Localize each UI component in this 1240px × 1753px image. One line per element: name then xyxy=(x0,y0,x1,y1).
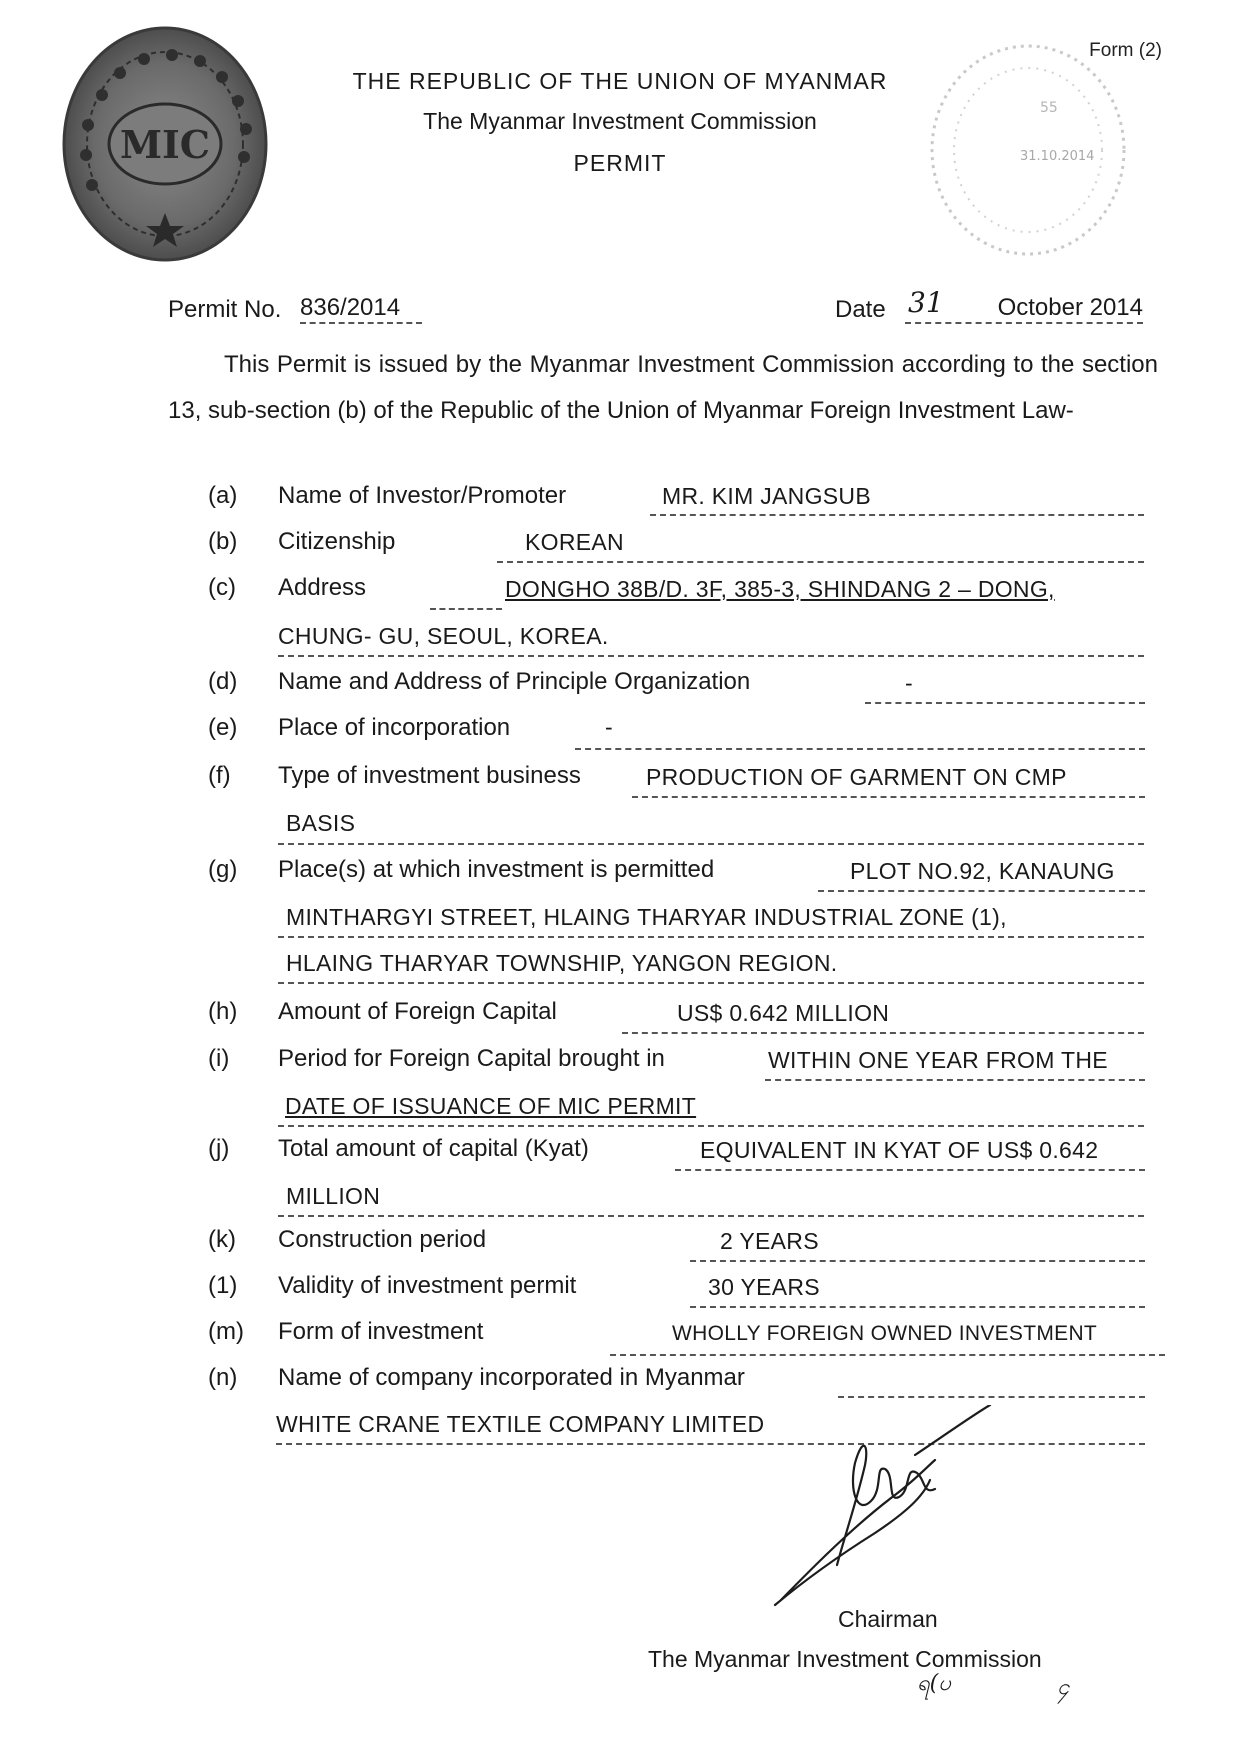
dash-line xyxy=(632,796,1145,798)
item-label-validity: Validity of investment permit xyxy=(278,1272,577,1299)
value-place-line3: HLAING THARYAR TOWNSHIP, YANGON REGION. xyxy=(286,950,838,976)
value-company-name: WHITE CRANE TEXTILE COMPANY LIMITED xyxy=(276,1411,765,1437)
value-business-type-line1: PRODUCTION OF GARMENT ON CMP xyxy=(646,764,1067,790)
item-label-investment-form: Form of investment xyxy=(278,1318,484,1345)
value-validity: 30 YEARS xyxy=(708,1274,820,1300)
date-label: Date xyxy=(835,296,886,323)
item-label-address: Address xyxy=(278,574,367,601)
item-key: (d) xyxy=(208,668,238,695)
value-capital-period-line2: DATE OF ISSUANCE OF MIC PERMIT xyxy=(285,1093,697,1119)
value-capital-period-line1: WITHIN ONE YEAR FROM THE xyxy=(768,1047,1108,1073)
handwritten-mark: ၄ xyxy=(1057,1675,1070,1700)
header-commission: The Myanmar Investment Commission xyxy=(423,108,817,134)
dash-line xyxy=(622,1032,1144,1034)
chairman-signature xyxy=(745,1405,1005,1625)
value-investor: MR. KIM JANGSUB xyxy=(662,483,871,509)
dash-line xyxy=(497,561,1144,563)
item-key: (j) xyxy=(208,1135,230,1162)
header-republic: THE REPUBLIC OF THE UNION OF MYANMAR xyxy=(352,68,888,94)
signatory-organization: The Myanmar Investment Commission xyxy=(648,1646,1042,1672)
stamp-number: 55 xyxy=(1040,100,1058,116)
item-label-investor: Name of Investor/Promoter xyxy=(278,482,567,509)
date-value: October 2014 xyxy=(905,294,1143,324)
dash-line xyxy=(818,890,1145,892)
dash-line xyxy=(765,1079,1145,1081)
signatory-title: Chairman xyxy=(838,1606,938,1632)
item-label-citizenship: Citizenship xyxy=(278,528,396,555)
item-key: (a) xyxy=(208,482,238,509)
value-total-capital-line2: MILLION xyxy=(286,1183,381,1209)
item-key: (e) xyxy=(208,714,238,741)
intro-paragraph: This Permit is issued by the Myanmar Investment Commission according to the section 13, sub-section (b) of the Republic of the Union of Myanmar Foreign Investment Law- xyxy=(168,351,1158,424)
item-label-company-name: Name of company incorporated in Myanmar xyxy=(278,1364,745,1391)
item-label-foreign-capital: Amount of Foreign Capital xyxy=(278,998,557,1025)
dash-line xyxy=(276,1443,1145,1445)
item-key: (m) xyxy=(208,1318,244,1345)
item-key: (i) xyxy=(208,1045,230,1072)
value-citizenship: KOREAN xyxy=(525,529,624,555)
item-key: (n) xyxy=(208,1364,238,1391)
value-total-capital-line1: EQUIVALENT IN KYAT OF US$ 0.642 xyxy=(700,1137,1099,1163)
value-place-line2: MINTHARGYI STREET, HLAING THARYAR INDUSTRIAL ZONE (1), xyxy=(286,904,1007,930)
value-business-type-line2: BASIS xyxy=(286,810,356,836)
dash-line xyxy=(278,982,1144,984)
item-label-total-capital: Total amount of capital (Kyat) xyxy=(278,1135,589,1162)
value-address-line1: DONGHO 38B/D. 3F, 385-3, SHINDANG 2 – DONG, xyxy=(505,576,1055,602)
value-construction: 2 YEARS xyxy=(720,1228,819,1254)
dash-line xyxy=(278,843,1144,845)
seal-text: MIC xyxy=(119,122,211,167)
item-key: (c) xyxy=(208,574,236,601)
item-label-incorporation: Place of incorporation xyxy=(278,714,511,741)
value-investment-form: WHOLLY FOREIGN OWNED INVESTMENT xyxy=(672,1322,1098,1345)
item-label-principle-org: Name and Address of Principle Organization xyxy=(278,668,751,695)
dash-line xyxy=(675,1169,1145,1171)
item-key: (k) xyxy=(208,1226,236,1253)
item-key: (f) xyxy=(208,762,231,789)
value-principle-org: - xyxy=(905,670,913,696)
dash-line xyxy=(430,608,502,610)
item-key: (g) xyxy=(208,856,238,883)
dash-line xyxy=(278,655,1144,657)
dash-line xyxy=(865,702,1145,704)
permit-no-label: Permit No. xyxy=(168,296,282,323)
value-foreign-capital: US$ 0.642 MILLION xyxy=(677,1000,890,1026)
dash-line xyxy=(278,936,1144,938)
permit-no-value: 836/2014 xyxy=(300,294,422,324)
dash-line xyxy=(838,1396,1145,1398)
mic-seal xyxy=(62,25,269,263)
value-place-line1: PLOT NO.92, KANAUNG xyxy=(850,858,1115,884)
item-label-place: Place(s) at which investment is permitted xyxy=(278,856,715,883)
value-incorporation: - xyxy=(605,714,613,740)
date-day-handwritten: 31 xyxy=(908,286,944,319)
item-label-capital-period: Period for Foreign Capital brought in xyxy=(278,1045,665,1072)
dash-line xyxy=(690,1306,1145,1308)
value-address-line2: CHUNG- GU, SEOUL, KOREA. xyxy=(278,623,609,649)
item-key: (1) xyxy=(208,1272,238,1299)
item-label-business-type: Type of investment business xyxy=(278,762,581,789)
stamp-date: 31.10.2014 xyxy=(1020,149,1095,164)
dash-line xyxy=(690,1260,1145,1262)
form-number: Form (2) xyxy=(1089,40,1162,61)
dash-line xyxy=(575,748,1145,750)
dash-line xyxy=(278,1125,1144,1127)
dash-line xyxy=(610,1354,1165,1356)
item-key: (b) xyxy=(208,528,238,555)
item-key: (h) xyxy=(208,998,238,1025)
dash-line xyxy=(278,1215,1144,1217)
item-label-construction: Construction period xyxy=(278,1226,487,1253)
dash-line xyxy=(650,514,1144,516)
header-permit-title: PERMIT xyxy=(573,150,667,176)
handwritten-initials: ရ(ပ xyxy=(917,1671,951,1696)
